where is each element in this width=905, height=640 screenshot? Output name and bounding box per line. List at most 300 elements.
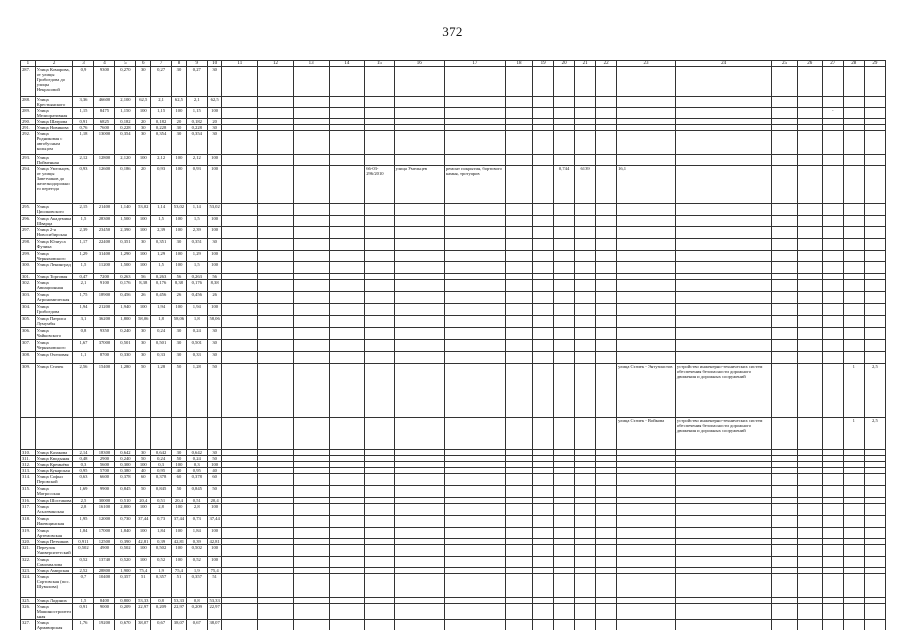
table-cell: 42,81 bbox=[172, 539, 187, 545]
table-cell bbox=[365, 108, 394, 119]
table-cell bbox=[843, 262, 864, 274]
table-cell bbox=[394, 204, 444, 216]
table-cell: 313. bbox=[21, 468, 36, 474]
table-cell bbox=[772, 474, 797, 486]
table-cell: 1,9 bbox=[186, 568, 207, 574]
table-cell: 2,800 bbox=[115, 504, 136, 516]
table-cell bbox=[258, 364, 294, 418]
table-cell bbox=[822, 352, 843, 364]
table-cell: 1,95 bbox=[73, 516, 94, 528]
table-cell bbox=[864, 166, 885, 204]
table-cell: 4900 bbox=[94, 545, 115, 557]
table-cell: 0,911 bbox=[73, 539, 94, 545]
table-cell bbox=[575, 108, 596, 119]
table-cell bbox=[293, 155, 329, 166]
table-cell: 0,3 bbox=[73, 462, 94, 468]
table-cell bbox=[505, 545, 532, 557]
table-cell: 11200 bbox=[94, 262, 115, 274]
table-cell bbox=[772, 340, 797, 352]
table-cell: 2,120 bbox=[115, 155, 136, 166]
table-cell bbox=[554, 545, 575, 557]
table-cell: 16,1 bbox=[617, 166, 676, 204]
table-cell bbox=[596, 262, 617, 274]
table-cell bbox=[293, 67, 329, 97]
table-cell: 0,642 bbox=[186, 450, 207, 456]
table-cell: 30 bbox=[172, 67, 187, 97]
table-cell: 0,47 bbox=[73, 274, 94, 280]
table-cell: 0,186 bbox=[115, 166, 136, 204]
table-cell: 0,263 bbox=[151, 274, 172, 280]
header-cell: 26 bbox=[797, 61, 822, 67]
table-cell: 2,8 bbox=[73, 504, 94, 516]
table-cell: 18900 bbox=[94, 292, 115, 304]
table-cell bbox=[772, 239, 797, 251]
table-cell bbox=[554, 328, 575, 340]
table-cell bbox=[222, 216, 258, 227]
table-cell bbox=[365, 280, 394, 292]
table-cell bbox=[843, 486, 864, 498]
table-cell bbox=[864, 280, 885, 292]
table-cell bbox=[617, 292, 676, 304]
table-cell: 2,5 bbox=[864, 418, 885, 450]
table-cell bbox=[258, 516, 294, 528]
table-cell: 20,4 bbox=[207, 498, 222, 504]
table-cell bbox=[505, 316, 532, 328]
table-cell bbox=[444, 292, 505, 304]
table-cell: 100 bbox=[172, 108, 187, 119]
table-cell bbox=[365, 516, 394, 528]
table-cell bbox=[365, 486, 394, 498]
table-cell: Улица Циолковского bbox=[35, 204, 73, 216]
table-cell bbox=[394, 131, 444, 155]
table-cell: 30000 bbox=[94, 498, 115, 504]
table-cell bbox=[533, 504, 554, 516]
table-cell bbox=[394, 328, 444, 340]
table-cell bbox=[222, 516, 258, 528]
table-cell: 100 bbox=[172, 545, 187, 557]
table-cell: 300. bbox=[21, 262, 36, 274]
table-cell bbox=[554, 516, 575, 528]
table-cell: 1,940 bbox=[115, 304, 136, 316]
table-cell bbox=[675, 239, 772, 251]
table-cell bbox=[222, 251, 258, 262]
table-cell bbox=[772, 166, 797, 204]
table-cell bbox=[258, 316, 294, 328]
table-cell bbox=[444, 418, 505, 450]
table-cell: 0,744 bbox=[554, 166, 575, 204]
table-cell: 26 bbox=[172, 292, 187, 304]
table-cell bbox=[533, 227, 554, 239]
table-cell bbox=[864, 316, 885, 328]
table-cell bbox=[617, 620, 676, 631]
table-cell: 0,354 bbox=[186, 131, 207, 155]
table-cell: 0,209 bbox=[186, 604, 207, 620]
table-cell bbox=[575, 280, 596, 292]
header-cell: 2 bbox=[35, 61, 73, 67]
table-cell bbox=[258, 504, 294, 516]
table-row bbox=[21, 292, 886, 304]
table-cell bbox=[575, 486, 596, 498]
table-cell: 289. bbox=[21, 108, 36, 119]
table-cell: 0,502 bbox=[186, 545, 207, 557]
table-cell: 0,642 bbox=[115, 450, 136, 456]
table-cell bbox=[394, 352, 444, 364]
table-cell bbox=[222, 620, 258, 631]
table-cell bbox=[258, 97, 294, 108]
table-cell bbox=[617, 504, 676, 516]
table-cell: 56 bbox=[172, 274, 187, 280]
table-cell bbox=[293, 251, 329, 262]
table-cell bbox=[675, 216, 772, 227]
table-cell: 20 bbox=[172, 119, 187, 125]
table-cell: 66-03-296/2010 bbox=[365, 166, 394, 204]
table-cell bbox=[222, 108, 258, 119]
table-cell bbox=[675, 352, 772, 364]
table-cell: 30 bbox=[172, 131, 187, 155]
table-cell: 1,280 bbox=[115, 364, 136, 418]
table-cell bbox=[675, 204, 772, 216]
table-cell bbox=[822, 620, 843, 631]
table-cell bbox=[258, 280, 294, 292]
table-cell bbox=[258, 166, 294, 204]
table-cell: 40 bbox=[172, 468, 187, 474]
table-row bbox=[21, 486, 886, 498]
table-cell bbox=[222, 352, 258, 364]
table-cell: 0,8 bbox=[73, 328, 94, 340]
table-cell bbox=[329, 316, 365, 328]
table-cell: 299. bbox=[21, 251, 36, 262]
table-cell bbox=[617, 528, 676, 539]
table-cell bbox=[797, 108, 822, 119]
table-cell bbox=[554, 557, 575, 568]
table-cell bbox=[554, 204, 575, 216]
table-cell: 10400 bbox=[94, 574, 115, 598]
table-cell: 1,17 bbox=[73, 239, 94, 251]
table-cell bbox=[365, 131, 394, 155]
table-cell: 26 bbox=[136, 292, 151, 304]
table-cell: 0,240 bbox=[115, 328, 136, 340]
table-cell: 38,07 bbox=[136, 620, 151, 631]
table-cell bbox=[864, 251, 885, 262]
table-cell: 62,5 bbox=[172, 97, 187, 108]
table-cell bbox=[258, 227, 294, 239]
table-cell bbox=[772, 504, 797, 516]
table-cell bbox=[222, 67, 258, 97]
table-cell: 20 bbox=[136, 166, 151, 204]
table-cell bbox=[329, 108, 365, 119]
table-cell: 1,18 bbox=[73, 131, 94, 155]
table-cell bbox=[505, 516, 532, 528]
table-cell: 1,84 bbox=[151, 528, 172, 539]
table-cell: 288. bbox=[21, 97, 36, 108]
table-cell bbox=[617, 474, 676, 486]
table-cell bbox=[617, 340, 676, 352]
table-cell bbox=[258, 304, 294, 316]
table-cell: 0,67 bbox=[186, 620, 207, 631]
table-cell: 23450 bbox=[94, 227, 115, 239]
table-cell bbox=[222, 227, 258, 239]
table-cell: устройство инженерно-технических систем обеспечения безопасности дорожного движения и дорожных сооружений bbox=[675, 364, 772, 418]
table-cell: 1,500 bbox=[115, 262, 136, 274]
table-cell bbox=[533, 545, 554, 557]
table-cell bbox=[329, 239, 365, 251]
table-cell: 60 bbox=[207, 474, 222, 486]
table-cell: 53,02 bbox=[136, 204, 151, 216]
table-cell bbox=[772, 216, 797, 227]
table-cell bbox=[596, 528, 617, 539]
table-cell bbox=[444, 304, 505, 316]
table-cell bbox=[864, 574, 885, 598]
table-cell bbox=[554, 262, 575, 274]
table-cell bbox=[797, 528, 822, 539]
table-row bbox=[21, 604, 886, 620]
table-cell bbox=[675, 486, 772, 498]
table-cell bbox=[797, 620, 822, 631]
table-cell bbox=[329, 620, 365, 631]
table-cell bbox=[533, 108, 554, 119]
table-cell bbox=[772, 545, 797, 557]
table-cell: 100 bbox=[136, 251, 151, 262]
table-cell bbox=[444, 131, 505, 155]
table-cell bbox=[444, 239, 505, 251]
header-cell: 28 bbox=[843, 61, 864, 67]
table-cell bbox=[864, 131, 885, 155]
table-cell: 1,29 bbox=[151, 251, 172, 262]
header-cell: 22 bbox=[596, 61, 617, 67]
table-cell: 30 bbox=[207, 67, 222, 97]
table-cell: 294. bbox=[21, 166, 36, 204]
table-cell bbox=[505, 166, 532, 204]
table-cell: 38,07 bbox=[172, 620, 187, 631]
table-cell bbox=[505, 292, 532, 304]
table-cell: 0,351 bbox=[186, 239, 207, 251]
table-cell bbox=[797, 166, 822, 204]
table-cell bbox=[772, 251, 797, 262]
table-cell bbox=[258, 108, 294, 119]
table-cell: Улица Черняховского bbox=[35, 251, 73, 262]
table-row bbox=[21, 131, 886, 155]
table-cell bbox=[222, 304, 258, 316]
table-cell: 287. bbox=[21, 67, 36, 97]
table-cell bbox=[365, 239, 394, 251]
table-cell bbox=[822, 328, 843, 340]
table-cell: улица Умельцев bbox=[394, 166, 444, 204]
table-cell bbox=[675, 251, 772, 262]
header-cell: 12 bbox=[258, 61, 294, 67]
table-cell bbox=[822, 557, 843, 568]
table-cell: 13000 bbox=[94, 131, 115, 155]
table-cell bbox=[444, 364, 505, 418]
table-cell: Улица Кукарская bbox=[35, 468, 73, 474]
table-cell bbox=[444, 216, 505, 227]
table-cell: 0,91 bbox=[73, 604, 94, 620]
table-cell bbox=[675, 131, 772, 155]
header-cell: 18 bbox=[505, 61, 532, 67]
table-cell bbox=[293, 557, 329, 568]
table-cell bbox=[575, 239, 596, 251]
table-cell bbox=[533, 251, 554, 262]
table-cell bbox=[575, 316, 596, 328]
table-cell: 0,670 bbox=[115, 620, 136, 631]
table-cell: 1 bbox=[843, 418, 864, 450]
table-cell bbox=[864, 528, 885, 539]
table-cell bbox=[843, 574, 864, 598]
table-cell bbox=[596, 516, 617, 528]
table-cell bbox=[797, 292, 822, 304]
table-cell bbox=[675, 280, 772, 292]
table-cell bbox=[329, 545, 365, 557]
table-cell bbox=[843, 97, 864, 108]
table-cell bbox=[617, 486, 676, 498]
table-cell bbox=[864, 474, 885, 486]
table-cell bbox=[772, 108, 797, 119]
table-cell: 19200 bbox=[94, 620, 115, 631]
table-cell bbox=[365, 557, 394, 568]
table-cell bbox=[864, 340, 885, 352]
table-cell bbox=[329, 131, 365, 155]
table-cell: 324. bbox=[21, 574, 36, 598]
table-cell bbox=[258, 155, 294, 166]
table-cell: 3,1 bbox=[73, 316, 94, 328]
table-cell: 58,06 bbox=[207, 316, 222, 328]
table-cell: 0,330 bbox=[115, 352, 136, 364]
table-cell bbox=[329, 604, 365, 620]
table-cell bbox=[797, 516, 822, 528]
table-cell bbox=[329, 528, 365, 539]
header-cell: 23 bbox=[617, 61, 676, 67]
table-cell bbox=[843, 328, 864, 340]
table-cell bbox=[444, 604, 505, 620]
table-cell: 0,240 bbox=[115, 456, 136, 462]
table-cell bbox=[596, 292, 617, 304]
table-cell bbox=[843, 516, 864, 528]
table-cell bbox=[822, 316, 843, 328]
table-cell bbox=[394, 557, 444, 568]
table-cell bbox=[822, 239, 843, 251]
table-cell bbox=[617, 239, 676, 251]
table-row bbox=[21, 280, 886, 292]
table-cell: 51 bbox=[207, 574, 222, 598]
header-cell: 7 bbox=[151, 61, 172, 67]
table-cell: 2,5 bbox=[864, 364, 885, 418]
table-cell: Улица Самохвалова bbox=[35, 557, 73, 568]
table-row bbox=[21, 545, 886, 557]
table-cell: Улица Кводыная bbox=[35, 456, 73, 462]
table-cell bbox=[843, 474, 864, 486]
table-cell: 100 bbox=[136, 557, 151, 568]
table-cell: 100 bbox=[136, 227, 151, 239]
table-cell bbox=[505, 328, 532, 340]
table-cell: Улица Авиационная bbox=[35, 280, 73, 292]
table-cell bbox=[575, 204, 596, 216]
table-cell bbox=[505, 557, 532, 568]
table-cell: 0,24 bbox=[186, 456, 207, 462]
table-cell bbox=[596, 131, 617, 155]
table-cell: 100 bbox=[172, 166, 187, 204]
table-cell bbox=[596, 97, 617, 108]
table-cell bbox=[675, 516, 772, 528]
table-cell bbox=[822, 97, 843, 108]
table-cell: 0,510 bbox=[115, 498, 136, 504]
header-cell: 5 bbox=[115, 61, 136, 67]
table-cell bbox=[365, 574, 394, 598]
table-cell bbox=[394, 262, 444, 274]
header-cell: 27 bbox=[822, 61, 843, 67]
table-cell: 316. bbox=[21, 498, 36, 504]
table-cell bbox=[365, 292, 394, 304]
table-cell bbox=[329, 504, 365, 516]
table-cell: 1,94 bbox=[186, 304, 207, 316]
table-cell: 30 bbox=[172, 352, 187, 364]
table-cell bbox=[365, 304, 394, 316]
table-cell: 2,1 bbox=[186, 97, 207, 108]
table-cell: 42,81 bbox=[136, 539, 151, 545]
table-cell bbox=[533, 528, 554, 539]
table-cell bbox=[617, 216, 676, 227]
table-cell bbox=[293, 364, 329, 418]
table-cell bbox=[864, 620, 885, 631]
table-cell: 305. bbox=[21, 316, 36, 328]
table-cell bbox=[617, 557, 676, 568]
table-cell bbox=[533, 97, 554, 108]
table-cell: 0,354 bbox=[151, 131, 172, 155]
table-cell: 1,29 bbox=[186, 251, 207, 262]
table-cell: 38,07 bbox=[207, 620, 222, 631]
table-cell: Улица Амирская bbox=[35, 568, 73, 574]
table-cell: 0,228 bbox=[115, 125, 136, 131]
table-cell: 100 bbox=[136, 504, 151, 516]
table-cell: 7600 bbox=[94, 125, 115, 131]
table-cell bbox=[596, 108, 617, 119]
table-cell bbox=[772, 528, 797, 539]
table-cell bbox=[843, 67, 864, 97]
table-cell bbox=[675, 574, 772, 598]
table-cell: 37,44 bbox=[136, 516, 151, 528]
table-cell bbox=[222, 418, 258, 450]
table-cell bbox=[596, 604, 617, 620]
table-cell bbox=[675, 474, 772, 486]
table-cell bbox=[822, 204, 843, 216]
table-cell: 0,91 bbox=[73, 119, 94, 125]
table-cell: 1,84 bbox=[186, 528, 207, 539]
table-cell bbox=[596, 557, 617, 568]
table-cell bbox=[533, 557, 554, 568]
table-cell: 51 bbox=[172, 574, 187, 598]
table-cell: 30 bbox=[136, 239, 151, 251]
table-cell: 307. bbox=[21, 340, 36, 352]
table-cell: 7200 bbox=[94, 274, 115, 280]
table-cell: 100 bbox=[136, 216, 151, 227]
table-cell bbox=[822, 604, 843, 620]
table-cell bbox=[843, 557, 864, 568]
table-cell: 1,8 bbox=[186, 316, 207, 328]
table-cell bbox=[258, 340, 294, 352]
table-cell: 0,24 bbox=[151, 328, 172, 340]
table-cell bbox=[596, 304, 617, 316]
table-cell bbox=[797, 557, 822, 568]
table-cell: 50 bbox=[207, 486, 222, 498]
table-cell: 42,81 bbox=[207, 539, 222, 545]
table-cell bbox=[394, 486, 444, 498]
table-cell bbox=[596, 328, 617, 340]
table-cell: 0,357 bbox=[151, 574, 172, 598]
table-cell bbox=[365, 97, 394, 108]
table-cell bbox=[772, 328, 797, 340]
table-cell: 16100 bbox=[94, 504, 115, 516]
table-cell bbox=[575, 352, 596, 364]
table-cell: 2,8 bbox=[151, 504, 172, 516]
table-cell: 30 bbox=[207, 239, 222, 251]
